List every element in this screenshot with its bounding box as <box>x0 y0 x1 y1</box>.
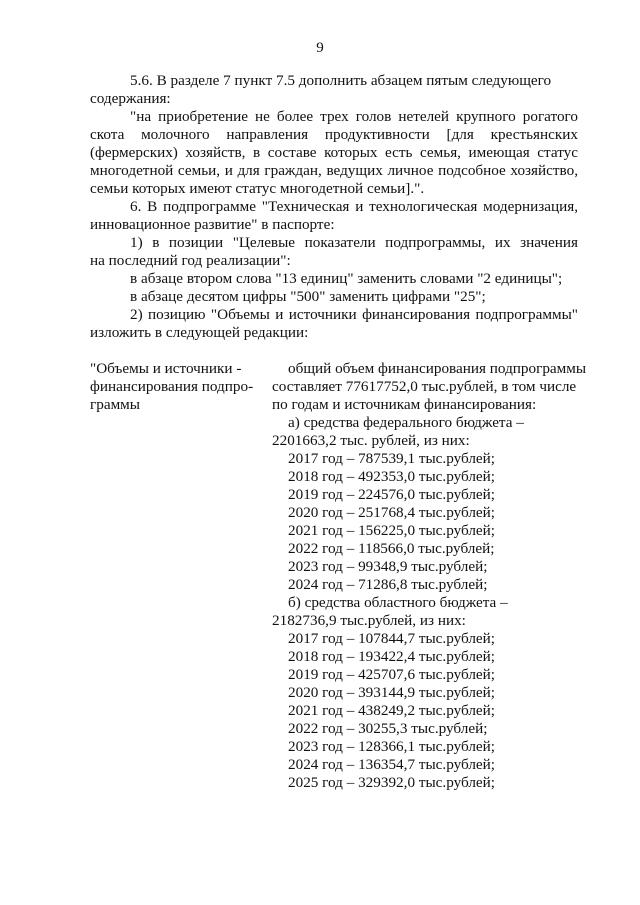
item-1-line-2: на последний год реализации": <box>90 252 291 269</box>
item-2-line-1: 2) позицию "Объемы и источники финансирования подпрограммы" <box>130 306 578 323</box>
regional-budget-line-2: 2182736,9 тыс.рублей, из них: <box>272 612 466 629</box>
regional-year-2023: 2023 год – 128366,1 тыс.рублей; <box>288 738 496 755</box>
federal-budget-line-1: а) средства федерального бюджета – <box>288 414 524 431</box>
quote-line-4: многодетной семьи, и для граждан, ведущих личное подсобное хозяйство, <box>90 162 578 179</box>
item-2-line-2: изложить в следующей редакции: <box>90 324 309 341</box>
paragraph-5-6-line-2: содержания: <box>90 90 171 107</box>
left-column-line-1: "Объемы и источники - <box>90 360 242 377</box>
paragraph-6-line-1: 6. В подпрограмме "Техническая и технологическая модернизация, <box>130 198 578 215</box>
item-1-line-1: 1) в позиции "Целевые показатели подпрограммы, их значения <box>130 234 578 251</box>
quote-line-3: (фермерских) хозяйств, в составе которых есть семья, имеющая статус <box>90 144 578 161</box>
regional-year-2018: 2018 год – 193422,4 тыс.рублей; <box>288 648 496 665</box>
regional-year-2019: 2019 год – 425707,6 тыс.рублей; <box>288 666 496 683</box>
financing-intro-line-1: общий объем финансирования подпрограммы <box>288 360 587 377</box>
item-1-subline-b: в абзаце десятом цифры "500" заменить цифрами "25"; <box>130 288 486 305</box>
federal-year-2023: 2023 год – 99348,9 тыс.рублей; <box>288 558 488 575</box>
federal-year-2024: 2024 год – 71286,8 тыс.рублей; <box>288 576 488 593</box>
federal-year-2022: 2022 год – 118566,0 тыс.рублей; <box>288 540 495 557</box>
federal-year-2021: 2021 год – 156225,0 тыс.рублей; <box>288 522 496 539</box>
item-1-subline-a: в абзаце втором слова "13 единиц" заменить словами "2 единицы"; <box>130 270 563 287</box>
page-number: 9 <box>316 40 324 56</box>
federal-year-2019: 2019 год – 224576,0 тыс.рублей; <box>288 486 496 503</box>
paragraph-5-6-line-1: 5.6. В разделе 7 пункт 7.5 дополнить абзацем пятым следующего <box>130 72 552 89</box>
left-column-line-2: финансирования подпро- <box>90 378 254 395</box>
regional-year-2022: 2022 год – 30255,3 тыс.рублей; <box>288 720 488 737</box>
quote-line-2: скота молочного направления продуктивности [для крестьянских <box>90 126 578 143</box>
federal-year-2018: 2018 год – 492353,0 тыс.рублей; <box>288 468 496 485</box>
regional-year-2021: 2021 год – 438249,2 тыс.рублей; <box>288 702 496 719</box>
financing-intro-line-2: составляет 77617752,0 тыс.рублей, в том числе <box>272 378 577 395</box>
quote-line-5: семьи которых имеют статус многодетной семьи].". <box>90 180 425 197</box>
financing-intro-line-3: по годам и источникам финансирования: <box>272 396 537 413</box>
federal-year-2017: 2017 год – 787539,1 тыс.рублей; <box>288 450 496 467</box>
regional-year-2017: 2017 год – 107844,7 тыс.рублей; <box>288 630 496 647</box>
regional-year-2024: 2024 год – 136354,7 тыс.рублей; <box>288 756 496 773</box>
quote-line-1: "на приобретение не более трех голов нетелей крупного рогатого <box>130 108 578 125</box>
regional-budget-line-1: б) средства областного бюджета – <box>288 594 508 611</box>
paragraph-6-line-2: инновационное развитие" в паспорте: <box>90 216 335 233</box>
regional-year-2025: 2025 год – 329392,0 тыс.рублей; <box>288 774 496 791</box>
left-column-line-3: граммы <box>90 396 140 413</box>
table-left-column <box>90 360 268 414</box>
regional-year-2020: 2020 год – 393144,9 тыс.рублей; <box>288 684 496 701</box>
federal-year-2020: 2020 год – 251768,4 тыс.рублей; <box>288 504 496 521</box>
federal-budget-line-2: 2201663,2 тыс. рублей, из них: <box>272 432 470 449</box>
